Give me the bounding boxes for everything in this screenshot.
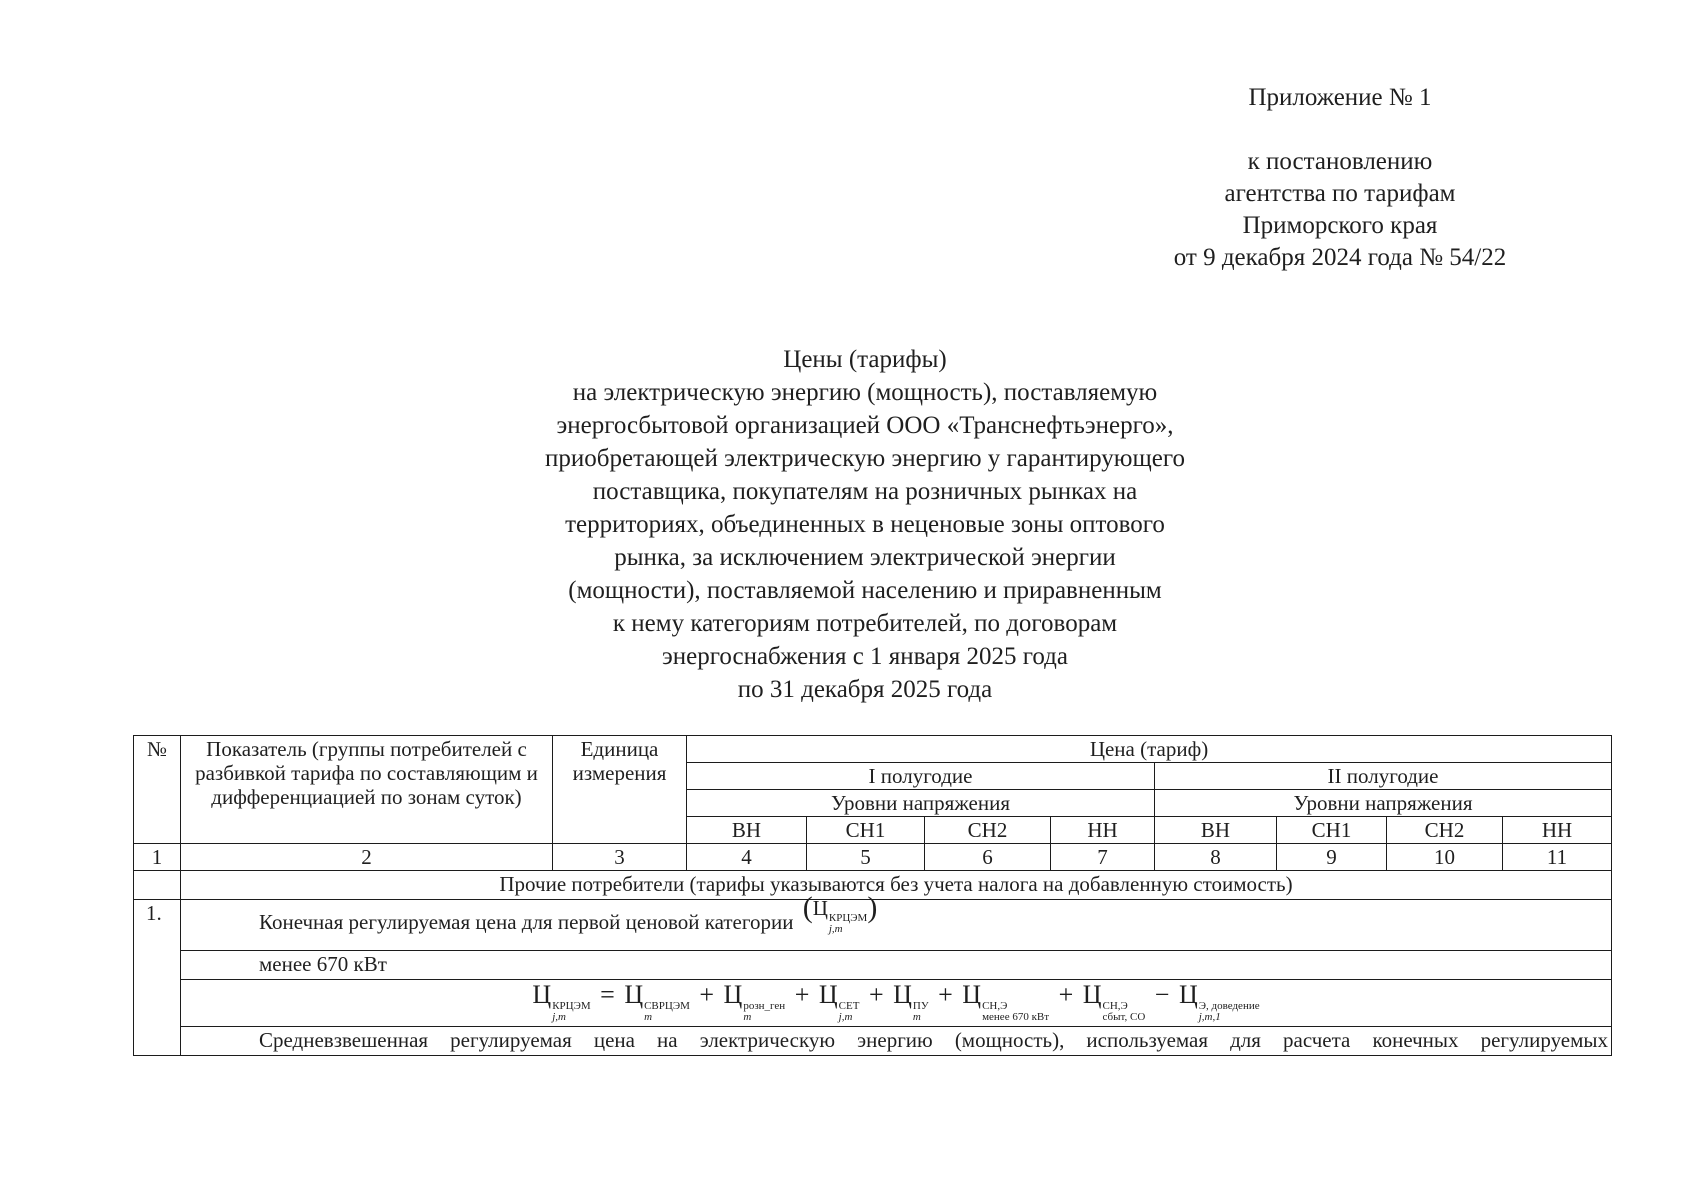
formula-term7-sup: Э, доведение xyxy=(1198,1000,1260,1012)
formula-equals: = xyxy=(600,980,615,1009)
header-voltage-levels: Уровни напряжения xyxy=(1155,790,1612,817)
formula-symbol: Ц xyxy=(1082,980,1102,1009)
header-indicator: Показатель (группы потребителей с разбивкой тарифа по составляющим и дифференциацией по зонам суток) xyxy=(181,736,553,844)
price-symbol: Ц xyxy=(812,896,828,920)
formula-minus: − xyxy=(1154,980,1170,1009)
header-level: СН2 xyxy=(1387,817,1503,844)
title-line: поставщика, покупателям на розничных рынках на xyxy=(592,478,1138,505)
title-line: рынка, за исключением электрической энергии xyxy=(614,544,1116,571)
formula-plus: + xyxy=(938,980,953,1009)
header-number: № xyxy=(134,736,181,844)
header-level: СН1 xyxy=(807,817,925,844)
title-line: по 31 декабря 2025 года xyxy=(737,676,993,703)
formula-lhs-indices xyxy=(552,1001,590,1023)
formula-term5-sup: СН,Э xyxy=(982,1000,1008,1012)
close-paren: ) xyxy=(867,891,878,924)
subitem-row xyxy=(134,951,1612,980)
item-number: 1. xyxy=(134,900,181,1056)
header-unit: Единица измерения xyxy=(553,736,687,844)
formula-symbol: Ц xyxy=(723,980,743,1009)
title-line: территориях, объединенных в неценовые зоны оптового xyxy=(565,511,1165,538)
column-number: 6 xyxy=(925,844,1051,871)
formula-term2-sub: m xyxy=(743,1011,752,1023)
formula-symbol: Ц xyxy=(962,980,982,1009)
column-number: 1 xyxy=(134,844,181,871)
column-number: 2 xyxy=(181,844,553,871)
formula-term2-sup: розн_ген xyxy=(743,1000,786,1012)
column-number: 11 xyxy=(1503,844,1612,871)
formula-term3-indices xyxy=(839,1001,860,1023)
appendix-header xyxy=(1080,82,1600,274)
item-title-cell xyxy=(181,891,1612,951)
column-number: 10 xyxy=(1387,844,1503,871)
title-line: к нему категориям потребителей, по договорам xyxy=(612,610,1118,637)
item-row xyxy=(134,900,1612,951)
column-number-row xyxy=(134,844,1612,871)
price-formula xyxy=(181,980,1612,1027)
item-title: Конечная регулируемая цена для первой ценовой категории xyxy=(259,910,794,934)
formula-term1-sub: m xyxy=(644,1011,653,1023)
header-level: НН xyxy=(1503,817,1612,844)
formula-term6-sub: сбыт, СО xyxy=(1102,1011,1146,1023)
weighted-price-text: Средневзвешенная регулируемая цена на электрическую энергию (мощность), используемая для расчета конечных регулируемых xyxy=(181,1027,1612,1056)
formula-lhs-sub: j,m xyxy=(552,1011,566,1023)
formula-symbol: Ц xyxy=(1178,980,1198,1009)
appendix-agency: агентства по тарифам xyxy=(1224,180,1456,207)
formula-term6-sup: СН,Э xyxy=(1102,1000,1128,1012)
formula-plus: + xyxy=(699,980,715,1009)
formula-symbol: Ц xyxy=(624,980,644,1009)
formula-term5-sub: менее 670 кВт xyxy=(982,1011,1050,1023)
document-title xyxy=(465,343,1265,706)
formula-term6-indices xyxy=(1103,1001,1146,1023)
formula-row xyxy=(134,980,1612,1027)
formula-plus: + xyxy=(868,980,884,1009)
item-symbol-indices xyxy=(829,913,867,935)
header-voltage-levels: Уровни напряжения xyxy=(687,790,1155,817)
title-line: энергосбытовой организацией ООО «Транснефтьэнерго», xyxy=(556,412,1174,439)
formula-symbol: Ц xyxy=(532,980,552,1009)
formula-term4-indices xyxy=(913,1001,929,1023)
formula-plus: + xyxy=(1058,980,1074,1009)
formula-term3-sub: j,m xyxy=(838,1011,853,1023)
title-line: энергоснабжения с 1 января 2025 года xyxy=(662,643,1068,670)
header-level: СН1 xyxy=(1277,817,1387,844)
header-level: НН xyxy=(1051,817,1155,844)
formula-term2-indices xyxy=(743,1001,785,1023)
column-number: 9 xyxy=(1277,844,1387,871)
formula-plus: + xyxy=(794,980,810,1009)
appendix-resolution: к постановлению xyxy=(1247,148,1433,175)
item-symbol-sup: КРЦЭМ xyxy=(828,912,868,924)
header-level: ВН xyxy=(687,817,807,844)
formula-term4-sub: m xyxy=(912,1011,921,1023)
header-level: ВН xyxy=(1155,817,1277,844)
item-symbol xyxy=(802,891,878,935)
title-line: Цены (тарифы) xyxy=(783,346,947,373)
appendix-date: от 9 декабря 2024 года № 54/22 xyxy=(1173,244,1507,271)
formula-term5-indices xyxy=(982,1001,1049,1023)
column-number: 5 xyxy=(807,844,925,871)
tariff-table xyxy=(133,735,1612,1056)
column-number: 8 xyxy=(1155,844,1277,871)
open-paren: ( xyxy=(802,891,813,924)
section-number-cell xyxy=(134,871,181,900)
formula-term7-indices xyxy=(1199,1001,1260,1023)
header-level: СН2 xyxy=(925,817,1051,844)
header-half-year-1: I полугодие xyxy=(687,763,1155,790)
section-title: Прочие потребители (тарифы указываются без учета налога на добавленную стоимость) xyxy=(181,871,1612,900)
formula-term7-sub: j,m,1 xyxy=(1198,1011,1221,1023)
subitem-label: менее 670 кВт xyxy=(181,951,1612,980)
formula-term3-sup: СЕТ xyxy=(838,1000,860,1012)
appendix-title: Приложение № 1 xyxy=(1248,84,1432,111)
column-number: 7 xyxy=(1051,844,1155,871)
formula-lhs-sup: КРЦЭМ xyxy=(552,1000,591,1012)
item-symbol-sub: j,m xyxy=(828,923,843,935)
title-line: на электрическую энергию (мощность), поставляемую xyxy=(572,379,1158,406)
header-half-year-2: II полугодие xyxy=(1155,763,1612,790)
column-number: 4 xyxy=(687,844,807,871)
formula-symbol: Ц xyxy=(818,980,838,1009)
header-row xyxy=(134,736,1612,763)
appendix-region: Приморского края xyxy=(1242,212,1438,239)
title-line: приобретающей электрическую энергию у гарантирующего xyxy=(545,445,1185,472)
header-price: Цена (тариф) xyxy=(687,736,1612,763)
formula-term1-sup: СВРЦЭМ xyxy=(644,1000,690,1012)
column-number: 3 xyxy=(553,844,687,871)
formula-term4-sup: ПУ xyxy=(912,1000,929,1012)
weighted-price-row xyxy=(134,1027,1612,1056)
formula-symbol: Ц xyxy=(893,980,912,1009)
formula-term1-indices xyxy=(644,1001,690,1023)
appendix-gap xyxy=(1080,114,1600,146)
title-line: (мощности), поставляемой населению и приравненным xyxy=(568,577,1162,604)
